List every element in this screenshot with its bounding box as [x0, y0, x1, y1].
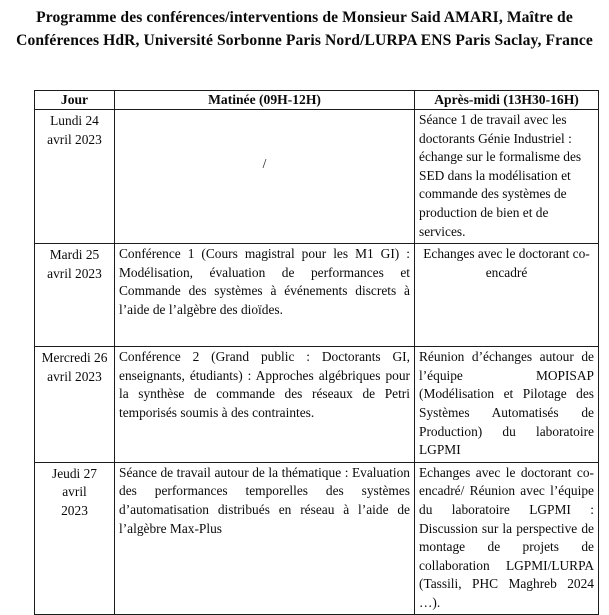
header-matinee: Matinée (09H-12H) — [115, 91, 415, 110]
table-row-mercredi — [35, 347, 599, 463]
day-line: avril 2023 — [47, 368, 102, 384]
title-line-1: Programme des conférences/interventions de Monsieur Said AMARI, Maître de — [36, 9, 573, 26]
morning-cell: Conférence 1 (Cours magistral pour les M1 GI) : Modélisation, évaluation de performances et Commande des systèmes à événements discrets à l’aide de l’algèbre des dioïdes. — [115, 244, 415, 347]
day-line: Jeudi 27 avril — [51, 465, 97, 500]
afternoon-cell: Echanges avec le doctorant co-encadré — [415, 244, 599, 347]
title-line-2: Conférences HdR, Université Sorbonne Paris Nord/LURPA ENS Paris Saclay, France — [16, 31, 593, 49]
day-line: avril 2023 — [47, 131, 102, 147]
morning-cell: Séance de travail autour de la thématique : Evaluation des performances temporelles des systèmes d’automatisation distribués en réseau à l’aide de l’algèbre Max-Plus — [115, 462, 415, 615]
day-line: Mardi 25 — [49, 247, 100, 263]
day-line: 2023 — [61, 502, 88, 518]
afternoon-cell: Séance 1 de travail avec les doctorants Génie Industriel : échange sur le formalisme des SED dans la modélisation et commande des systèmes de production de bien et de services. — [415, 110, 599, 244]
table-row-mardi — [35, 244, 599, 347]
schedule-table — [34, 90, 599, 615]
day-line: Mercredi 26 — [41, 350, 108, 366]
morning-cell: / — [115, 110, 415, 244]
afternoon-cell: Réunion d’échanges autour de l’équipe MOPISAP (Modélisation et Pilotage des Systèmes Automatisés de Production) du laboratoire LGPMI — [415, 347, 599, 463]
header-row — [35, 91, 599, 110]
day-line: Lundi 24 — [50, 113, 99, 128]
table-row-jeudi — [35, 462, 599, 615]
table-row-lundi — [35, 110, 599, 244]
header-apres-midi: Après-midi (13H30-16H) — [415, 91, 599, 110]
document-title — [0, 0, 609, 52]
day-cell — [35, 462, 115, 615]
header-jour: Jour — [35, 91, 115, 110]
day-cell — [35, 110, 115, 244]
afternoon-cell: Echanges avec le doctorant co-encadré/ Réunion avec l’équipe du laboratoire LGPMI : Discussion sur la perspective de montage de projets de collaboration LGPMI/LURPA (Tassili, PHC Maghreb 2024 …). — [415, 462, 599, 615]
day-cell — [35, 347, 115, 463]
day-cell — [35, 244, 115, 347]
day-line: avril 2023 — [47, 265, 102, 281]
morning-cell: Conférence 2 (Grand public : Doctorants GI, enseignants, étudiants) : Approches algébriques pour la synthèse de commande des réseaux de Petri temporisés soumis à des contraintes. — [115, 347, 415, 463]
